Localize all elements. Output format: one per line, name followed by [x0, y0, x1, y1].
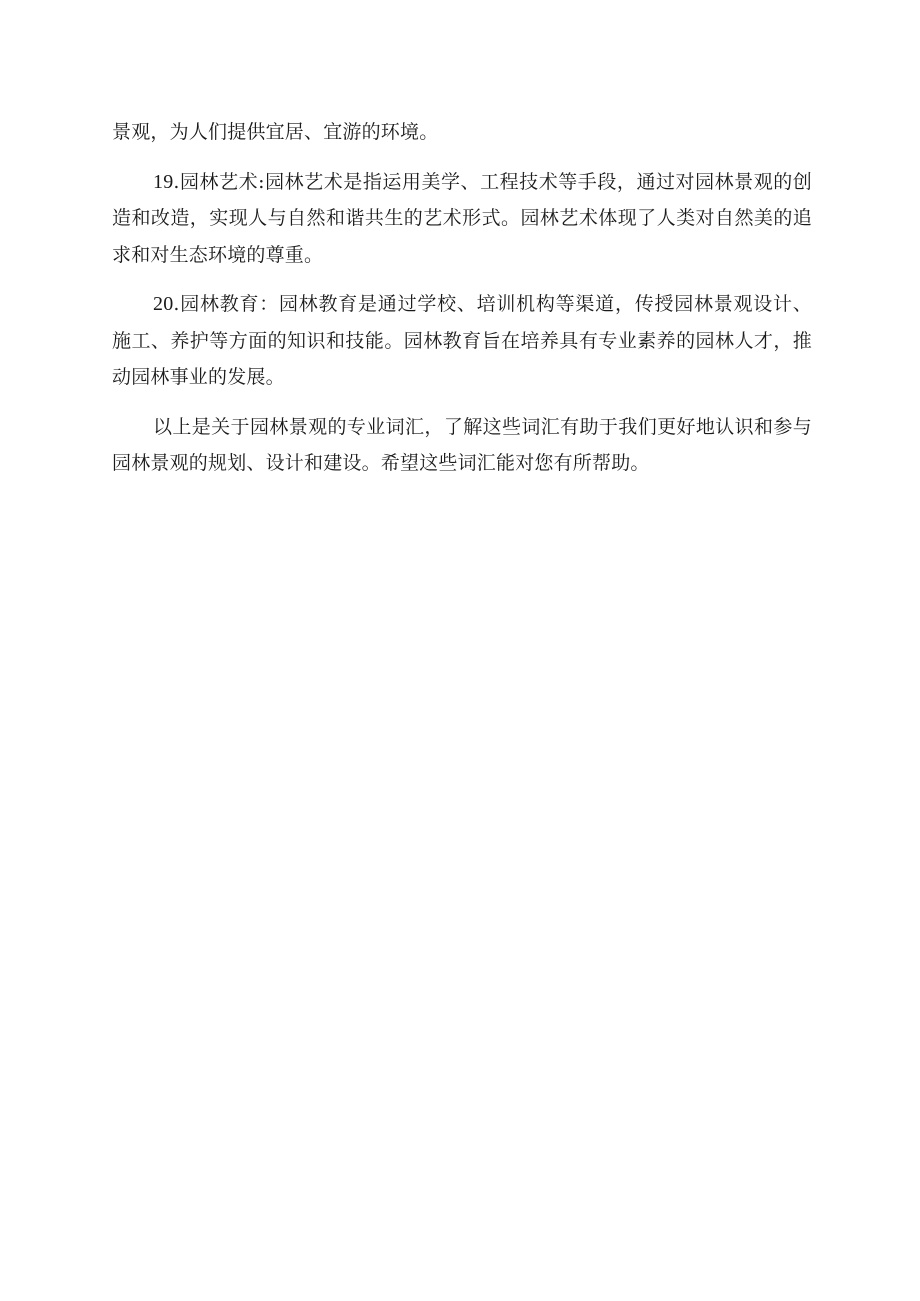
paragraph-text: .园林艺术:园林艺术是指运用美学、工程技术等手段，通过对园林景观的创造和改造，实现人与自然和谐共生的艺术形式。园林艺术体现了人类对自然美的追求和对生态环境的尊重。 [112, 170, 812, 266]
paragraph-text: 以上是关于园林景观的专业词汇，了解这些词汇有助于我们更好地认识和参与园林景观的规划、设计和建设。希望这些词汇能对您有所帮助。 [112, 415, 812, 474]
paragraph-continuation [112, 114, 812, 151]
item-number: 20 [153, 293, 174, 315]
paragraph-conclusion [112, 409, 812, 482]
paragraph-item-19 [112, 164, 812, 274]
document-body [112, 114, 812, 495]
paragraph-item-20 [112, 286, 812, 396]
paragraph-text: 景观，为人们提供宜居、宜游的环境。 [112, 121, 439, 143]
paragraph-text: .园林教育：园林教育是通过学校、培训机构等渠道，传授园林景观设计、施工、养护等方面的知识和技能。园林教育旨在培养具有专业素养的园林人才，推动园林事业的发展。 [112, 293, 812, 388]
item-number: 19 [153, 170, 174, 193]
